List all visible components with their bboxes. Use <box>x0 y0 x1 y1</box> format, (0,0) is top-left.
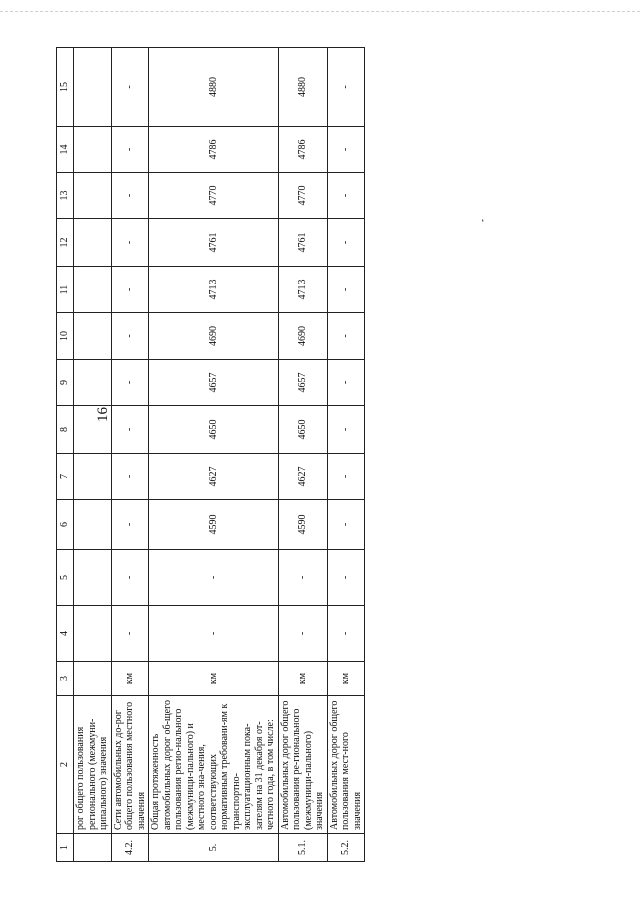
value-cell: - <box>327 360 365 406</box>
value-cell: - <box>327 48 365 127</box>
value-cell: - <box>111 48 149 127</box>
stray-mark: ’ <box>480 217 488 230</box>
value-cell <box>74 360 112 406</box>
value-cell: - <box>111 454 149 500</box>
value-cell: - <box>327 454 365 500</box>
indicator-description: рог общего пользования регионального (межмуни-ципального) значения <box>74 696 112 834</box>
value-cell: - <box>111 127 149 173</box>
value-cell: - <box>111 313 149 360</box>
value-cell: 4690 <box>278 313 327 360</box>
value-cell: 4786 <box>149 127 279 173</box>
value-cell: - <box>111 406 149 454</box>
value-cell: - <box>327 500 365 550</box>
value-cell: - <box>327 127 365 173</box>
unit-cell: км <box>278 662 327 696</box>
value-cell: 4713 <box>149 267 279 313</box>
rotated-table-container <box>56 47 365 862</box>
value-cell: 4770 <box>278 173 327 219</box>
value-cell: - <box>278 550 327 606</box>
value-cell: 4650 <box>149 406 279 454</box>
column-number-7: 7 <box>57 454 74 500</box>
value-cell: 4690 <box>149 313 279 360</box>
value-cell: - <box>327 267 365 313</box>
value-cell: - <box>111 500 149 550</box>
value-cell <box>74 406 112 454</box>
value-cell <box>74 173 112 219</box>
road-length-table <box>56 47 365 862</box>
value-cell: - <box>327 406 365 454</box>
value-cell: - <box>111 360 149 406</box>
value-cell: 4627 <box>149 454 279 500</box>
column-number-6: 6 <box>57 500 74 550</box>
value-cell <box>74 313 112 360</box>
value-cell <box>74 48 112 127</box>
value-cell: 4590 <box>278 500 327 550</box>
column-number-4: 4 <box>57 606 74 662</box>
unit-cell: км <box>327 662 365 696</box>
row-number: 5.2. <box>327 834 365 862</box>
value-cell: - <box>149 606 279 662</box>
value-cell: 4761 <box>149 219 279 267</box>
value-cell: 4770 <box>149 173 279 219</box>
column-number-13: 13 <box>57 173 74 219</box>
value-cell: - <box>327 173 365 219</box>
table-row <box>149 48 279 862</box>
value-cell: 4650 <box>278 406 327 454</box>
column-number-11: 11 <box>57 267 74 313</box>
column-number-15: 15 <box>57 48 74 127</box>
table-row <box>327 48 365 862</box>
value-cell: - <box>327 219 365 267</box>
value-cell: - <box>327 550 365 606</box>
value-cell: 4880 <box>149 48 279 127</box>
value-cell <box>74 267 112 313</box>
value-cell: 4880 <box>278 48 327 127</box>
indicator-description: Общая протяженность автомобильных дорог об-щего пользования регио-нального (межмуници-пального) и местного зна-чения, соответствующих нормативным требовани-ям к транспортно-эксплуатационным пока-зателям на 31 декабря от-четного года, в том числе: <box>149 696 279 834</box>
unit-cell: км <box>111 662 149 696</box>
page-number: 16 <box>95 407 111 422</box>
value-cell: 4657 <box>278 360 327 406</box>
value-cell <box>74 127 112 173</box>
value-cell: - <box>149 550 279 606</box>
indicator-description: Автомобильных дорог общего пользования ре-гионального (межмуници-пального) значения <box>278 696 327 834</box>
column-number-2: 2 <box>57 696 74 834</box>
value-cell: 4761 <box>278 219 327 267</box>
value-cell <box>74 500 112 550</box>
column-number-8: 8 <box>57 406 74 454</box>
indicator-description: Автомобильных дорог общего пользования мест-ного значения <box>327 696 365 834</box>
value-cell <box>74 550 112 606</box>
row-number: 5.1. <box>278 834 327 862</box>
column-number-9: 9 <box>57 360 74 406</box>
value-cell: 4657 <box>149 360 279 406</box>
column-number-5: 5 <box>57 550 74 606</box>
value-cell: 4786 <box>278 127 327 173</box>
value-cell: 4713 <box>278 267 327 313</box>
column-number-10: 10 <box>57 313 74 360</box>
table-row <box>111 48 149 862</box>
table-row <box>74 48 112 862</box>
value-cell <box>74 606 112 662</box>
row-number: 4.2. <box>111 834 149 862</box>
value-cell: - <box>111 606 149 662</box>
indicator-description: Сети автомобильных до-рог общего пользования местного значения <box>111 696 149 834</box>
value-cell: - <box>111 550 149 606</box>
value-cell: 4590 <box>149 500 279 550</box>
value-cell: - <box>111 219 149 267</box>
table-row <box>278 48 327 862</box>
column-number-14: 14 <box>57 127 74 173</box>
value-cell: - <box>327 606 365 662</box>
value-cell <box>74 454 112 500</box>
column-number-3: 3 <box>57 662 74 696</box>
unit-cell: км <box>149 662 279 696</box>
value-cell: - <box>327 313 365 360</box>
scan-edge-line <box>0 11 640 12</box>
column-number-1: 1 <box>57 834 74 862</box>
column-number-row <box>57 48 74 862</box>
value-cell: 4627 <box>278 454 327 500</box>
value-cell <box>74 219 112 267</box>
value-cell: - <box>111 173 149 219</box>
value-cell: - <box>278 606 327 662</box>
row-number: 5. <box>149 834 279 862</box>
value-cell: - <box>111 267 149 313</box>
unit-cell <box>74 662 112 696</box>
column-number-12: 12 <box>57 219 74 267</box>
row-number <box>74 834 112 862</box>
